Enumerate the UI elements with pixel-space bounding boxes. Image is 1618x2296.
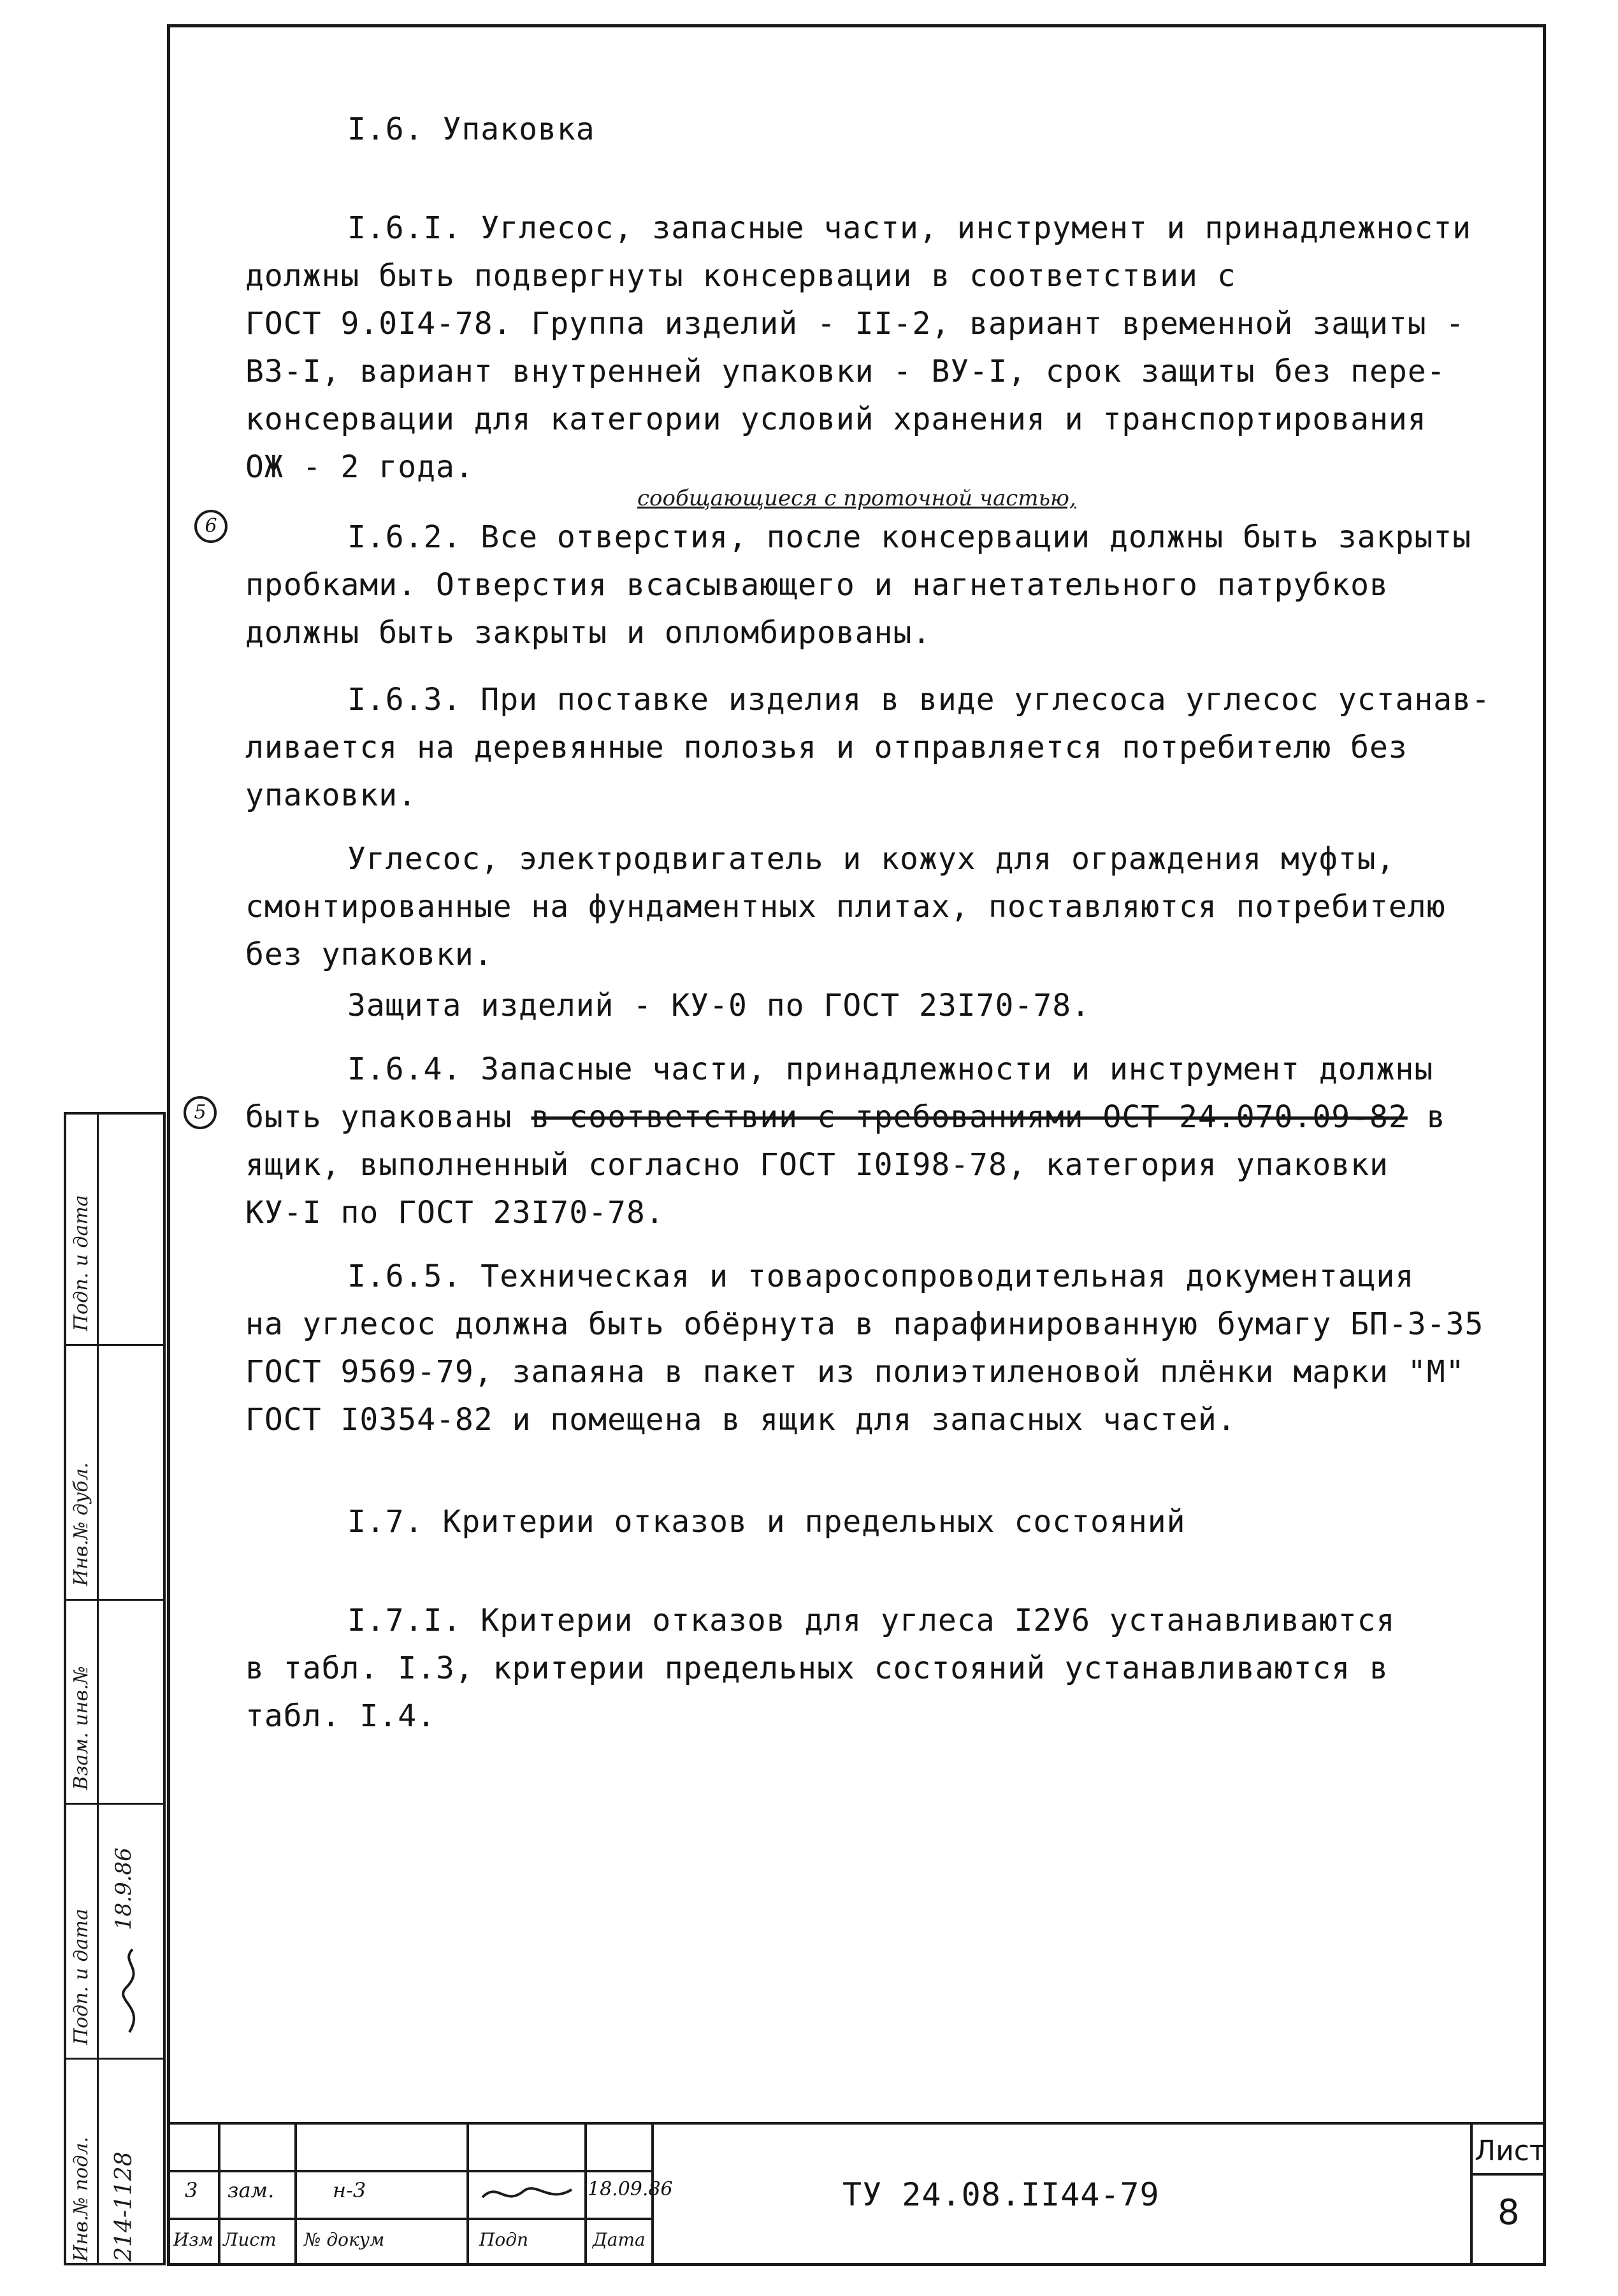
stamp-label-sign-date-2: Подп. и дата bbox=[70, 1195, 92, 1331]
paragraph-line: I.6.5. Техническая и товаросопроводительная документация bbox=[347, 1259, 1415, 1294]
paragraph-line: Углесос, электродвигатель и кожух для ограждения муфты, bbox=[347, 841, 1396, 877]
paragraph-line: I.6.I. Углесос, запасные части, инструмент и принадлежности bbox=[347, 210, 1472, 246]
handwritten-insert: сообщающиеся с проточной частью, bbox=[637, 486, 1076, 511]
date-label: Дата bbox=[593, 2229, 646, 2250]
stamp-divider bbox=[66, 2058, 163, 2060]
paragraph-line: смонтированные на фундаментных плитах, поставляются потребителю bbox=[245, 889, 1446, 925]
sheet-number: 8 bbox=[1498, 2192, 1520, 2232]
stamp-label-inv-no: Инв.№ подл. bbox=[70, 2137, 92, 2262]
document-code: ТУ 24.08.II44-79 bbox=[842, 2176, 1160, 2213]
paragraph-line: I.6.2. Все отверстия, после консервации должны быть закрыты bbox=[347, 519, 1472, 555]
rule bbox=[218, 2122, 220, 2266]
sheet-label: Лист bbox=[1475, 2135, 1546, 2167]
section-heading-1-6: I.6. Упаковка bbox=[347, 112, 595, 147]
rule bbox=[584, 2122, 587, 2266]
paragraph-line: ГОСТ I0354-82 и помещена в ящик для запасных частей. bbox=[245, 1402, 1236, 1438]
stamp-label-replaced-inv: Взам. инв.№ bbox=[70, 1666, 92, 1790]
margin-stamp bbox=[64, 1112, 166, 2265]
izm-label: Изм bbox=[173, 2229, 213, 2250]
rule bbox=[167, 2122, 1546, 2125]
paragraph-line: ВЗ-I, вариант внутренней упаковки - ВУ-I, срок защиты без пере- bbox=[245, 354, 1446, 389]
stamp-date: 18.9.86 bbox=[111, 1847, 136, 1930]
revision-mark-5: 5 bbox=[184, 1096, 217, 1129]
paragraph-line: табл. I.4. bbox=[245, 1698, 436, 1734]
doc-no-value: н-3 bbox=[333, 2178, 366, 2202]
rule bbox=[167, 2122, 170, 2266]
stamp-divider bbox=[66, 1803, 163, 1805]
text-run: быть упакованы bbox=[245, 1099, 531, 1135]
paragraph-line: на углесос должна быть обёрнута в парафинированную бумагу БП-3-35 bbox=[245, 1306, 1484, 1342]
struck-text: в соответствии с требованиями ОСТ 24.070.09-82 bbox=[531, 1099, 1408, 1135]
paragraph-line: ГОСТ 9.0I4-78. Группа изделий - II-2, вариант временной защиты - bbox=[245, 306, 1465, 342]
list-label: Лист bbox=[223, 2229, 277, 2250]
paragraph-line: в табл. I.3, критерии предельных состояний устанавливаются в bbox=[245, 1650, 1389, 1686]
stamp-label-sign-date: Подп. и дата bbox=[70, 1909, 92, 2045]
paragraph-line: упаковки. bbox=[245, 777, 417, 813]
rule bbox=[294, 2122, 297, 2266]
paragraph-line: ливается на деревянные полозья и отправляется потребителю без bbox=[245, 730, 1408, 765]
revision-mark-6: 6 bbox=[194, 510, 228, 543]
paragraph-line: должны быть подвергнуты консервации в соответствии с bbox=[245, 258, 1236, 294]
paragraph-line: I.6.3. При поставке изделия в виде углесоса углесос устанав- bbox=[347, 682, 1491, 718]
rule bbox=[1470, 2173, 1546, 2176]
rule bbox=[466, 2122, 469, 2266]
paragraph-line: пробками. Отверстия всасывающего и нагнетательного патрубков bbox=[245, 567, 1389, 603]
text-run: в bbox=[1407, 1099, 1446, 1135]
paragraph-line: должны быть закрыты и опломбированы. bbox=[245, 615, 932, 651]
title-block bbox=[167, 2122, 1546, 2266]
rule bbox=[167, 2170, 651, 2172]
paragraph-line: ОЖ - 2 года. bbox=[245, 449, 474, 485]
paragraph-line: без упаковки. bbox=[245, 937, 493, 972]
paragraph-line: ящик, выполненный согласно ГОСТ I0I98-78, категория упаковки bbox=[245, 1147, 1389, 1183]
paragraph-line: I.6.4. Запасные части, принадлежности и инструмент должны bbox=[347, 1051, 1434, 1087]
paragraph-line: консервации для категории условий хранения и транспортирования bbox=[245, 401, 1427, 437]
date-value: 18.09.86 bbox=[588, 2178, 673, 2200]
list-value: зам. bbox=[228, 2178, 275, 2202]
izm-value: 3 bbox=[185, 2178, 198, 2202]
doc-no-label: № докум bbox=[304, 2229, 385, 2250]
sign-label: Подп bbox=[479, 2229, 529, 2250]
paragraph-line: ГОСТ 9569-79, запаяна в пакет из полиэтиленовой плёнки марки "М" bbox=[245, 1354, 1465, 1390]
paragraph-line-with-strikethrough bbox=[245, 1099, 1446, 1135]
stamp-divider bbox=[66, 1599, 163, 1601]
stamp-divider bbox=[66, 1344, 163, 1346]
signature-image bbox=[107, 1943, 158, 2039]
paragraph-line: Защита изделий - КУ-0 по ГОСТ 23I70-78. bbox=[347, 988, 1091, 1023]
stamp-label-dup-inv: Инв.№ дубл. bbox=[70, 1462, 92, 1586]
paragraph-line: I.7.I. Критерии отказов для углеса I2У6 устанавливаются bbox=[347, 1603, 1396, 1638]
signature-image bbox=[479, 2178, 575, 2210]
paragraph-line: КУ-I по ГОСТ 23I70-78. bbox=[245, 1195, 665, 1231]
stamp-inv-number: 214-1128 bbox=[111, 2151, 137, 2262]
rule bbox=[1470, 2122, 1473, 2266]
rule bbox=[167, 2218, 651, 2220]
section-heading-1-7: I.7. Критерии отказов и предельных состояний bbox=[347, 1504, 1186, 1540]
